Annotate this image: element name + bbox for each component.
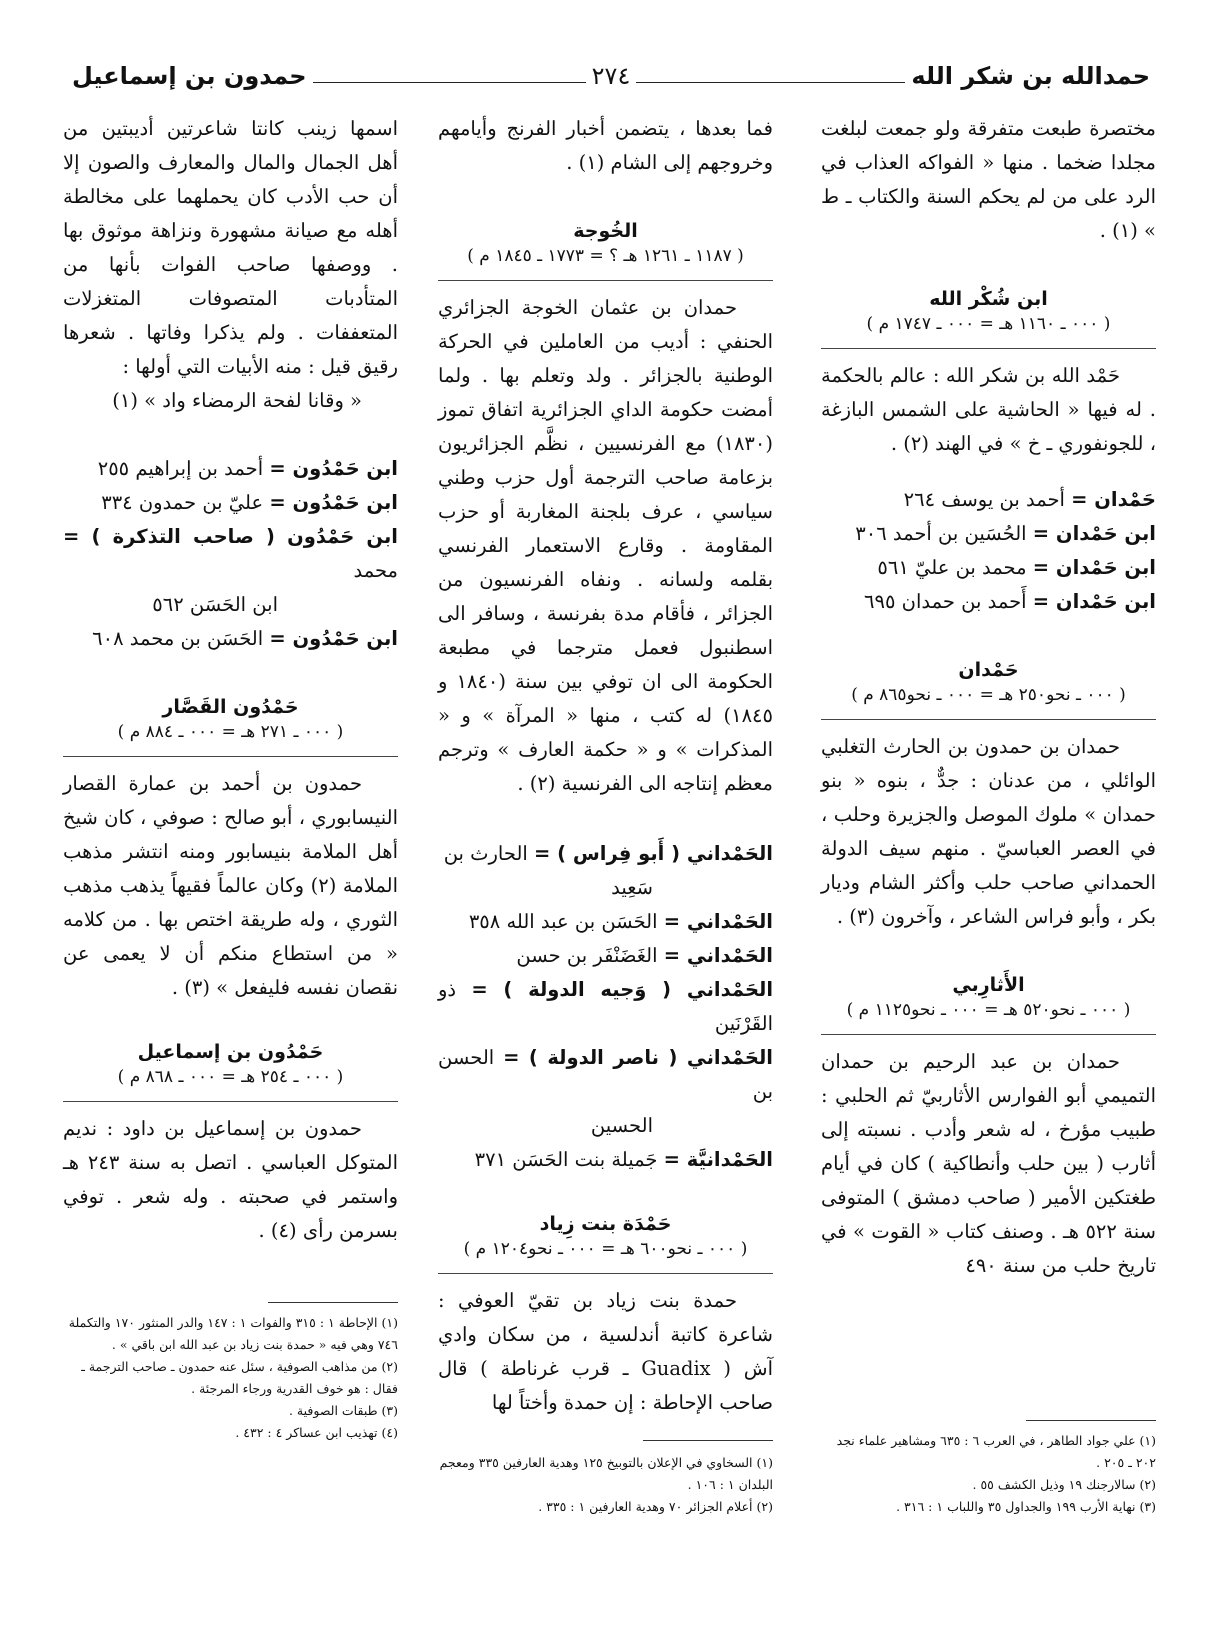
footnotes-right — [821, 1430, 1156, 1518]
xref-item: الحَمْدانيَّة = جَميلة بنت الحَسَن ٣٧١ — [474, 1148, 773, 1171]
xref-continuation: ابن الحَسَن ٥٦٢ — [152, 593, 278, 616]
column-left — [63, 112, 398, 1248]
column-right — [821, 112, 1156, 1283]
entry-ibn-shukr-allah — [821, 288, 1156, 461]
xref-item: ابن حَمْدُون = الحَسَن بن محمد ٦٠٨ — [92, 627, 398, 650]
cross-references — [438, 837, 773, 1177]
xref-item: ابن حَمْدان = محمد بن عليّ ٥٦١ — [877, 556, 1156, 579]
continued-text: مختصرة طبعت متفرقة ولو جمعت لبلغت مجلدا ضخما . منها « الفواكه العذاب في الرد على من لم يحكم السنة والكتاب ـ ط » (١) . — [821, 117, 1156, 242]
entry-hamdun-al-qassar — [63, 696, 398, 1005]
entry-heading: حَمْدان — [958, 659, 1019, 681]
footnote: (١) الإحاطة ١ : ٣١٥ والفوات ١ : ١٤٧ والدر المنثور ١٧٠ والتكملة ٧٤٦ وهي فيه « حمدة بنت زياد بن عبد الله ابن باقي » . — [68, 1315, 398, 1352]
entry-heading: ابن شُكْر الله — [929, 288, 1048, 310]
entry-dates: ( ٠٠٠ ـ ١١٦٠ هـ = ٠٠٠ ـ ١٧٤٧ م ) — [821, 314, 1156, 349]
entry-dates: ( ٠٠٠ ـ ٢٧١ هـ = ٠٠٠ ـ ٨٨٤ م ) — [63, 722, 398, 757]
entry-dates: ( ٠٠٠ ـ نحو٥٢٠ هـ = ٠٠٠ ـ نحو١١٢٥ م ) — [821, 1000, 1156, 1035]
xref-item: الحَمْداني ( ناصر الدولة ) = الحسن بن — [438, 1046, 773, 1103]
footnote: (٤) تهذيب ابن عساكر ٤ : ٤٣٢ . — [235, 1425, 398, 1440]
xref-item: الحَمْداني ( أَبو فِراس ) = الحارث بن — [443, 842, 773, 865]
xref-item: ابن حَمْدُون ( صاحب التذكرة ) = محمد — [63, 525, 398, 582]
entry-text: حمدان بن عبد الرحيم بن حمدان التميمي أبو الفوارس الأثاربيّ ثم الحلبي : طبيب مؤرخ ، له شعر وأدب . نسبته إلى أثارب ( بين حلب وأنطاكية ) كان في أيام طغتكين الأمير ( صاحب دمشق ) المتوفى سنة ٥٢٢ هـ . وصنف كتاب « القوت » في تاريخ حلب من سنة ٤٩٠ — [821, 1050, 1156, 1277]
entry-heading: حَمْدَة بنت زِياد — [539, 1213, 672, 1235]
header-right-title: حمدالله بن شكر الله — [905, 62, 1156, 90]
entry-al-khuja — [438, 220, 773, 801]
xref-continuation: سَعِيد — [611, 876, 653, 899]
xref-item: ابن حَمْدان = أَحمد بن حمدان ٦٩٥ — [864, 590, 1156, 613]
entry-text: حمدون بن أحمد بن عمارة القصار النيسابوري ، أبو صالح : صوفي ، كان شيخ أهل الملامة بنيسابور ومنه انتشر مذهب الملامة (٢) وكان عالماً فقيهاً يذهب مذهب الثوري ، وله طريقة اختص بها . من كلامه « من استطاع منكم أن لا يعمى عن نقصان نفسه فليفعل » (٣) . — [63, 772, 398, 999]
footnotes-left — [63, 1312, 398, 1444]
footnote-rule — [268, 1302, 398, 1303]
cross-references — [63, 452, 398, 656]
entry-hamdun-bin-ismail — [63, 1041, 398, 1248]
footnotes-middle — [438, 1452, 773, 1518]
entry-al-atharibi — [821, 974, 1156, 1283]
entry-dates: ( ٠٠٠ ـ نحو٦٠٠ هـ = ٠٠٠ ـ نحو١٢٠٤ م ) — [438, 1239, 773, 1274]
xref-item: حَمْدان = أحمد بن يوسف ٢٦٤ — [903, 488, 1156, 511]
footnote-rule — [643, 1440, 773, 1441]
entry-text: حمدون بن إسماعيل بن داود : نديم المتوكل العباسي . اتصل به سنة ٢٤٣ هـ واستمر في صحبته . وله شعر . توفي بسرمن رأى (٤) . — [63, 1117, 398, 1242]
continued-text: اسمها زينب كانتا شاعرتين أديبتين من أهل الجمال والمال والمعارف والصون إلا أن حب الأدب كان يحملهما على مخالطة أهله مع صيانة مشهورة ونزاهة موثوق بها . ووصفها صاحب الفوات بأنها من المتأدبات المتصوفات المتغزلات المتعففات . ولم يذكرا وفاتها . شعرها رقيق قيل : منه الأبيات التي أولها : — [63, 117, 398, 378]
footnote: (١) علي جواد الطاهر ، في العرب ٦ : ٦٣٥ ومشاهير علماء نجد ٢٠٢ ـ ٢٠٥ . — [836, 1433, 1156, 1470]
entry-dates: ( ٠٠٠ ـ ٢٥٤ هـ = ٠٠٠ ـ ٨٦٨ م ) — [63, 1067, 398, 1102]
entry-heading: الأَثارِبي — [952, 974, 1025, 996]
running-header — [66, 58, 1156, 98]
page-number: ٢٧٤ — [586, 62, 637, 90]
entry-text: حَمْد الله بن شكر الله : عالم بالحكمة . له فيها « الحاشية على الشمس البازغة ، للجونفوري ـ خ » في الهند (٢) . — [821, 364, 1156, 455]
footnote-rule — [1026, 1420, 1156, 1421]
entry-dates: ( ١١٨٧ ـ ١٢٦١ هـ ؟ = ١٧٧٣ ـ ١٨٤٥ م ) — [438, 246, 773, 281]
entry-text: حمدان بن عثمان الخوجة الجزائري الحنفي : أديب من العاملين في الحركة الوطنية بالجزائر . ولد وتعلم بها . ولما أمضت حكومة الداي الجزائرية اتفاق تموز (١٨٣٠) مع الفرنسيين ، نظَّم الجزائريون بزعامة صاحب الترجمة أول حزب وطني سياسي ، عرف بلجنة المغاربة أو حزب المقاومة . وقارع الاستعمار الفرنسي بقلمه ولسانه . ونفاه الفرنسيون من الجزائر ، فأقام مدة بفرنسة ، وسافر الى اسطنبول فعمل مترجما في مطبعة الحكومة الى ان توفي بين سنة (١٨٤٠ و ١٨٤٥) له كتب ، منها « المرآة » و « المذكرات » و « حكمة العارف » وترجم معظم إنتاجه الى الفرنسية (٢) . — [438, 296, 773, 795]
footnote: (٢) أعلام الجزائر ٧٠ وهدية العارفين ١ : ٣٣٥ . — [538, 1499, 773, 1514]
entry-text: حمدان بن حمدون بن الحارث التغلبي الوائلي ، من عدنان : جدٌّ ، بنوه « بنو حمدان » ملوك الموصل والجزيرة وحلب ، في العصر العباسيّ . منهم سيف الدولة الحمداني صاحب حلب وأكثر الشام وديار بكر ، وأبو فراس الشاعر ، وآخرون (٣) . — [821, 735, 1156, 928]
xref-item: ابن حَمْدُون = أحمد بن إبراهيم ٢٥٥ — [97, 457, 398, 480]
cross-references — [821, 483, 1156, 619]
column-middle — [438, 112, 773, 1420]
entry-heading: حَمْدُون القَصَّار — [162, 696, 299, 718]
header-left-title: حمدون بن إسماعيل — [66, 62, 313, 90]
entry-text: حمدة بنت زياد بن تقيّ العوفي : شاعرة كاتبة أندلسية ، من سكان وادي آش ( Guadix ـ قرب غرناطة ) قال صاحب الإحاطة : إن حمدة وأختاً لها — [438, 1289, 773, 1414]
entry-heading: حَمْدُون بن إسماعيل — [137, 1041, 324, 1063]
entry-hamda-bint-ziyad — [438, 1213, 773, 1420]
continued-text: فما بعدها ، يتضمن أخبار الفرنج وأيامهم وخروجهم إلى الشام (١) . — [438, 117, 773, 174]
footnote: (١) السخاوي في الإعلان بالتوبيخ ١٢٥ وهدية العارفين ٣٣٥ ومعجم البلدان ١ : ١٠٦ . — [439, 1455, 773, 1492]
footnote: (٣) نهاية الأرب ١٩٩ والجداول ٣٥ واللباب ١ : ٣١٦ . — [896, 1499, 1156, 1514]
xref-item: الحَمْداني = الغَضَنْفَر بن حسن — [516, 944, 773, 967]
xref-item: ابن حَمْدان = الحُسَين بن أحمد ٣٠٦ — [855, 522, 1156, 545]
footnote: (٢) سالارجنك ١٩ وذيل الكشف ٥٥ . — [972, 1477, 1156, 1492]
entry-heading: الخُوجة — [573, 220, 638, 242]
xref-item: الحَمْداني = الحَسَن بن عبد الله ٣٥٨ — [468, 910, 773, 933]
entry-dates: ( ٠٠٠ ـ نحو٢٥٠ هـ = ٠٠٠ ـ نحو٨٦٥ م ) — [821, 685, 1156, 720]
entry-hamdan — [821, 659, 1156, 934]
verse-line: « وقانا لفحة الرمضاء واد » (١) — [112, 389, 362, 412]
footnote: (٣) طبقات الصوفية . — [288, 1403, 398, 1418]
xref-item: ابن حَمْدُون = عليّ بن حمدون ٣٣٤ — [101, 491, 398, 514]
xref-continuation: الحسين — [590, 1114, 653, 1137]
footnote: (٢) من مذاهب الصوفية ، سئل عنه حمدون ـ صاحب الترجمة ـ فقال : هو خوف القدرية ورجاء المرجئة . — [81, 1359, 398, 1396]
xref-item: الحَمْداني ( وَجيه الدولة ) = ذو القَرْنَين — [438, 978, 773, 1035]
